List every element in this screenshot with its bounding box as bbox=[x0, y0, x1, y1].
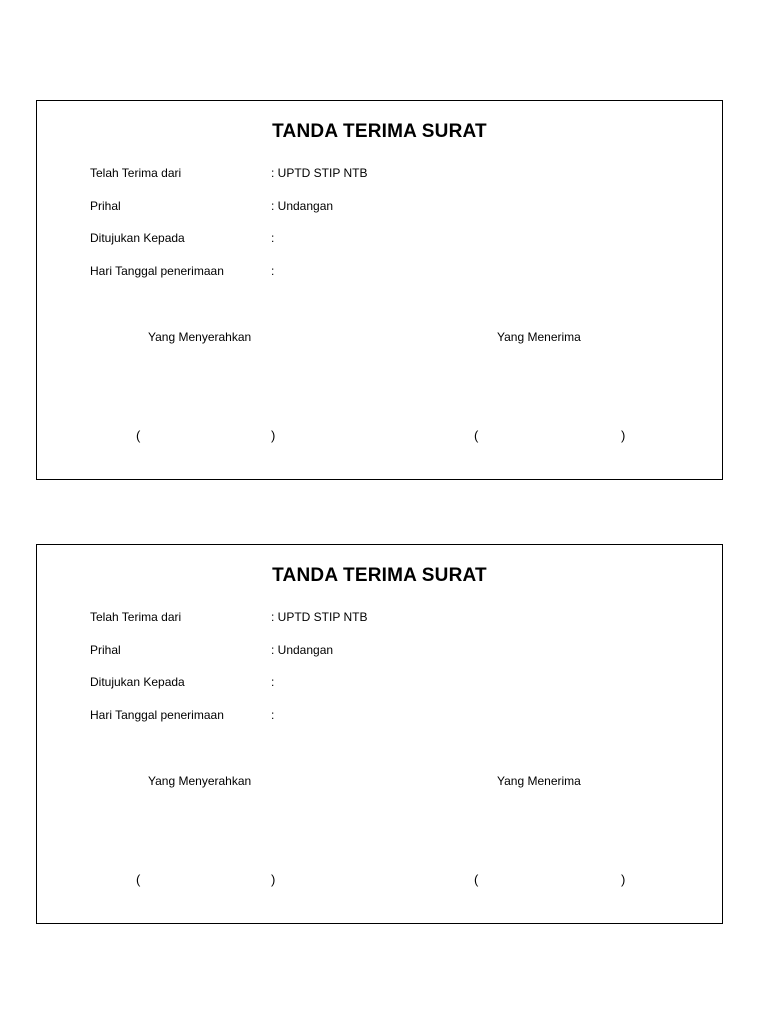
signature-paren-open-giver: ( bbox=[136, 872, 141, 887]
signature-label-receiver: Yang Menerima bbox=[497, 330, 581, 344]
signature-paren-open-receiver: ( bbox=[474, 428, 479, 443]
field-value-date: : bbox=[271, 708, 275, 722]
field-value-subject: : Undangan bbox=[271, 199, 334, 213]
field-label-recipient: Ditujukan Kepada bbox=[90, 675, 185, 689]
field-label-date: Hari Tanggal penerimaan bbox=[90, 708, 224, 722]
field-label-subject: Prihal bbox=[90, 199, 121, 213]
field-value-sender: : UPTD STIP NTB bbox=[271, 610, 368, 624]
field-label-sender: Telah Terima dari bbox=[90, 166, 182, 180]
signature-paren-close-giver: ) bbox=[271, 872, 276, 887]
receipt-card bbox=[36, 100, 723, 480]
field-value-recipient: : bbox=[271, 231, 275, 245]
signature-label-giver: Yang Menyerahkan bbox=[148, 774, 252, 788]
field-value-subject: : Undangan bbox=[271, 643, 334, 657]
field-value-sender: : UPTD STIP NTB bbox=[271, 166, 368, 180]
signature-label-giver: Yang Menyerahkan bbox=[148, 330, 252, 344]
signature-paren-close-receiver: ) bbox=[621, 428, 626, 443]
receipt-title: TANDA TERIMA SURAT bbox=[272, 565, 487, 586]
signature-paren-close-giver: ) bbox=[271, 428, 276, 443]
signature-label-receiver: Yang Menerima bbox=[497, 774, 581, 788]
receipt-title: TANDA TERIMA SURAT bbox=[272, 121, 487, 142]
field-value-date: : bbox=[271, 264, 275, 278]
receipt-card bbox=[36, 544, 723, 924]
signature-paren-close-receiver: ) bbox=[621, 872, 626, 887]
signature-paren-open-receiver: ( bbox=[474, 872, 479, 887]
field-value-recipient: : bbox=[271, 675, 275, 689]
field-label-recipient: Ditujukan Kepada bbox=[90, 231, 185, 245]
field-label-sender: Telah Terima dari bbox=[90, 610, 182, 624]
signature-paren-open-giver: ( bbox=[136, 428, 141, 443]
field-label-subject: Prihal bbox=[90, 643, 121, 657]
field-label-date: Hari Tanggal penerimaan bbox=[90, 264, 224, 278]
